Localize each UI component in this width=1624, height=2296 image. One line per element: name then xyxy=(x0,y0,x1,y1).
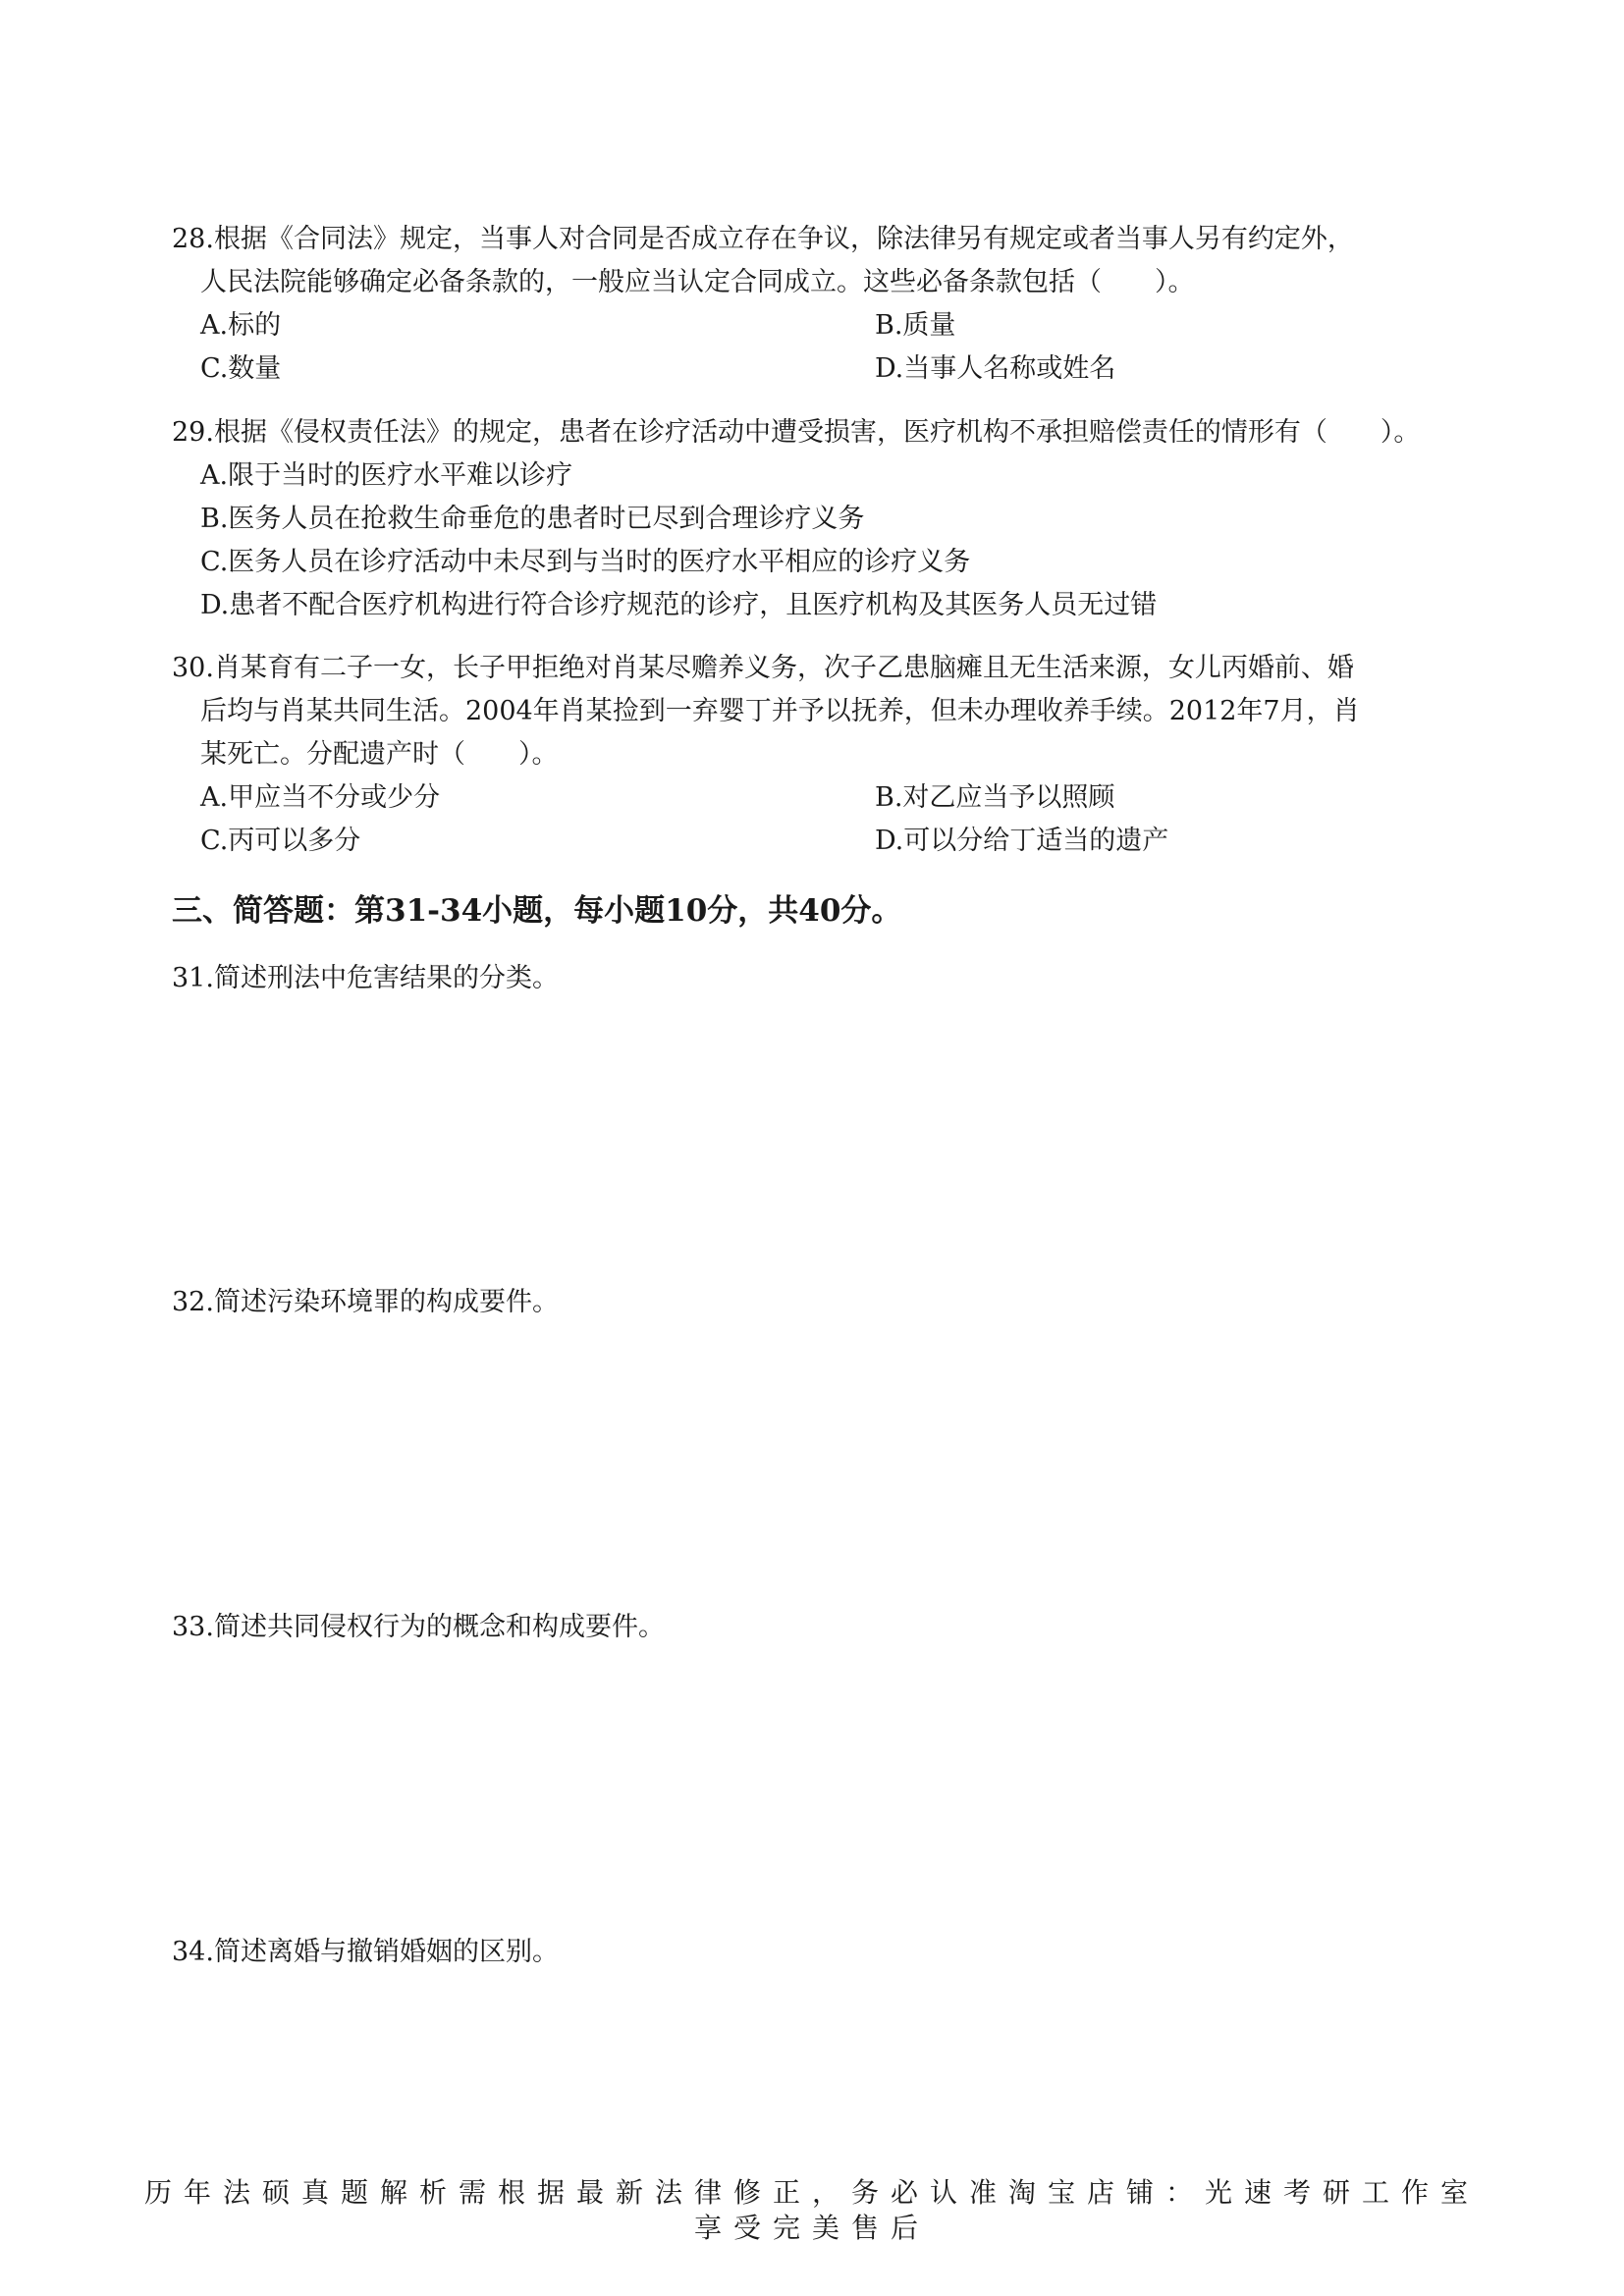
option-c: C.医务人员在诊疗活动中未尽到与当时的医疗水平相应的诊疗义务 xyxy=(200,547,971,577)
question-34: 34.简述离婚与撤销婚姻的区别。 xyxy=(172,1937,559,1967)
footer-line-2: 享受完美售后 xyxy=(693,2212,930,2244)
question-stem: 29.根据《侵权责任法》的规定，患者在诊疗活动中遭受损害，医疗机构不承担赔偿责任的情形有（ ）。 xyxy=(172,417,1421,448)
option-list xyxy=(172,776,1549,863)
option-c: C.丙可以多分 xyxy=(200,826,361,856)
footer-line-1: 历年法硕真题解析需根据最新法律修正，务必认准淘宝店铺：光速考研工作室 xyxy=(143,2176,1480,2209)
question-32: 32.简述污染环境罪的构成要件。 xyxy=(172,1287,559,1317)
page-footer xyxy=(0,2175,1624,2246)
option-d: D.当事人名称或姓名 xyxy=(875,353,1116,384)
option-b: B.医务人员在抢救生命垂危的患者时已尽到合理诊疗义务 xyxy=(200,504,865,534)
question-30 xyxy=(172,647,1549,863)
option-list xyxy=(172,454,1420,627)
question-29 xyxy=(172,411,1420,627)
option-d: D.可以分给丁适当的遗产 xyxy=(875,826,1169,856)
option-c: C.数量 xyxy=(200,353,282,384)
question-stem: 28.根据《合同法》规定，当事人对合同是否成立存在争议，除法律另有规定或者当事人另有约定外， xyxy=(172,224,1354,254)
option-list xyxy=(172,304,1549,391)
section-heading: 三、简答题：第31-34小题，每小题10分，共40分。 xyxy=(172,893,902,929)
question-stem-continuation: 人民法院能够确定必备条款的，一般应当认定合同成立。这些必备条款包括（ ）。 xyxy=(200,267,1195,297)
option-d: D.患者不配合医疗机构进行符合诊疗规范的诊疗，且医疗机构及其医务人员无过错 xyxy=(200,590,1158,620)
question-28 xyxy=(172,218,1549,391)
option-b: B.对乙应当予以照顾 xyxy=(875,782,1115,813)
question-stem: 30.肖某育有二子一女，长子甲拒绝对肖某尽赡养义务，次子乙患脑瘫且无生活来源，女儿丙婚前、婚 xyxy=(172,653,1354,683)
option-a: A.甲应当不分或少分 xyxy=(200,782,441,813)
option-a: A.限于当时的医疗水平难以诊疗 xyxy=(200,460,573,491)
question-33: 33.简述共同侵权行为的概念和构成要件。 xyxy=(172,1612,665,1642)
question-stem-continuation: 某死亡。分配遗产时（ ）。 xyxy=(200,739,559,770)
option-a: A.标的 xyxy=(200,310,282,341)
option-b: B.质量 xyxy=(875,310,956,341)
question-31: 31.简述刑法中危害结果的分类。 xyxy=(172,963,559,993)
question-stem-continuation: 后均与肖某共同生活。2004年肖某捡到一弃婴丁并予以抚养，但未办理收养手续。2012年7月，肖 xyxy=(200,696,1360,726)
